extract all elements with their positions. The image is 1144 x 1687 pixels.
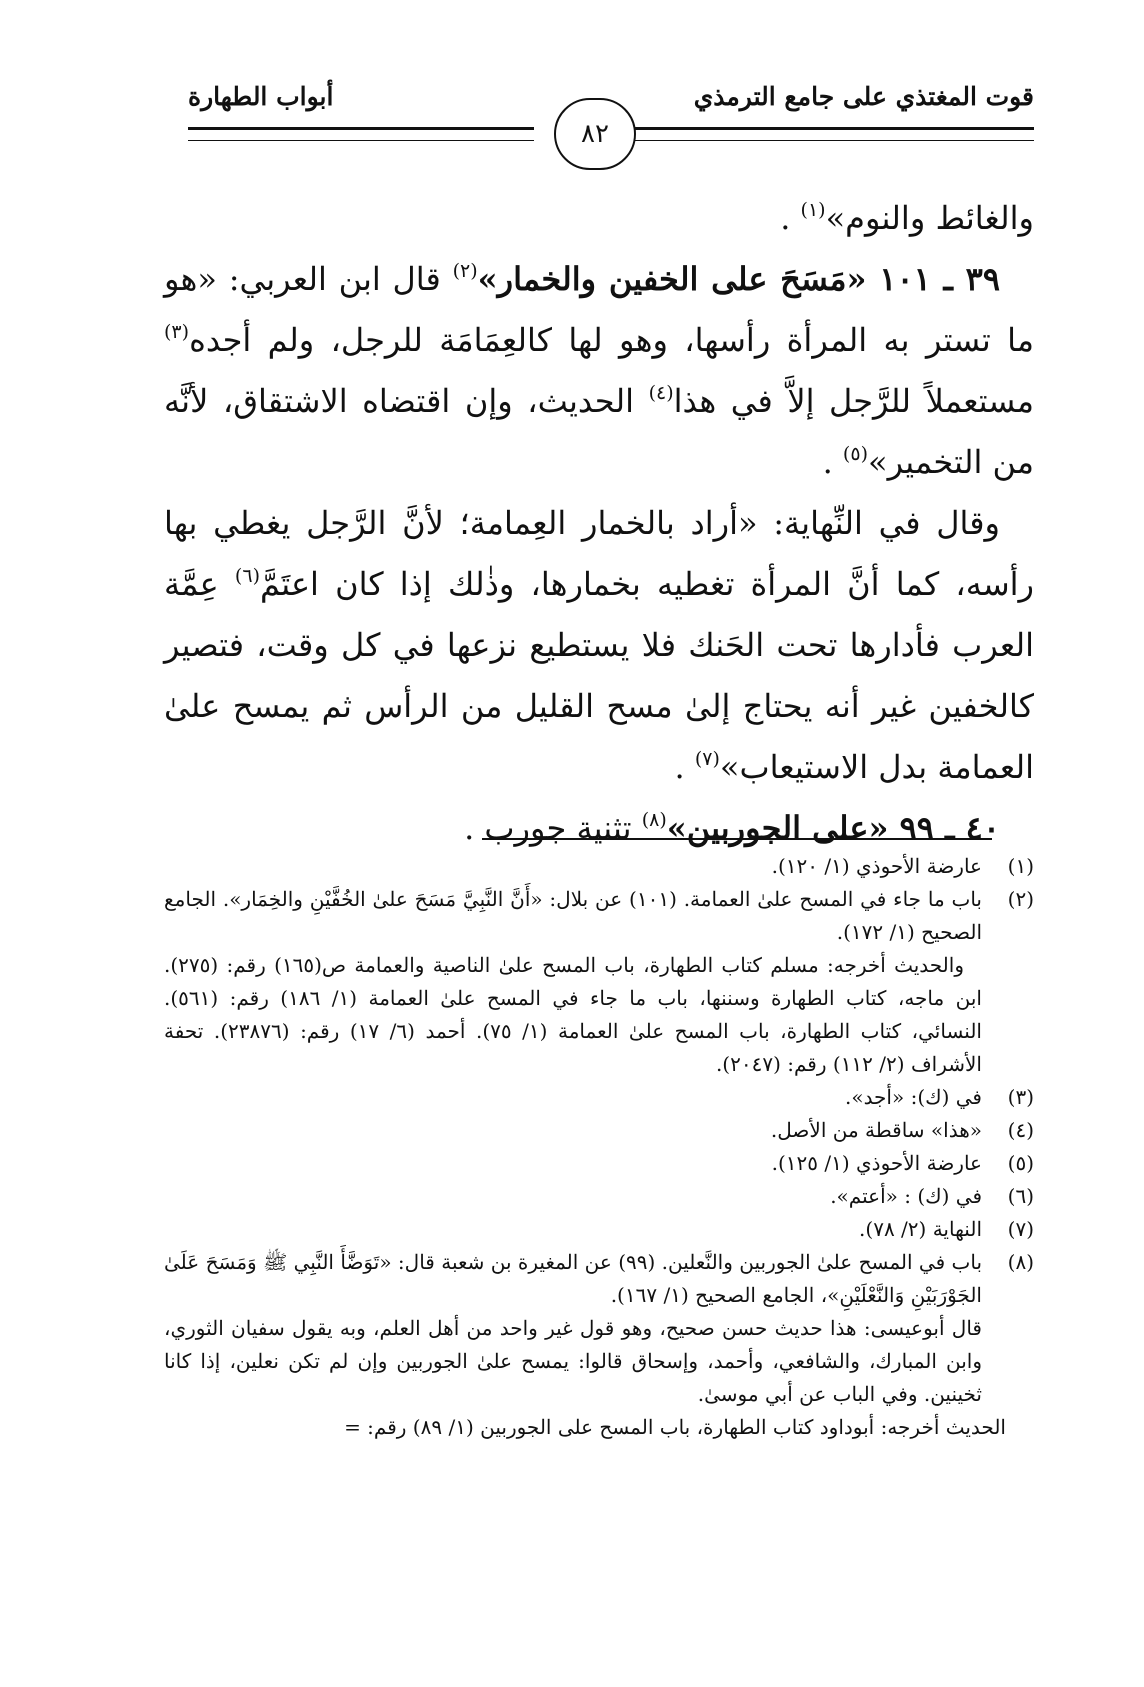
footnote-1 xyxy=(164,850,1034,883)
footnote-ref: (٢) xyxy=(452,260,478,282)
footnote-continuation: الحديث أخرجه: أبوداود كتاب الطهارة، باب المسح على الجوربين (١/ ٨٩) رقم: = xyxy=(344,1415,1006,1439)
footnote-ref: (٣) xyxy=(164,321,190,343)
footnote-text: «هذا» ساقطة من الأصل. xyxy=(770,1118,982,1142)
footnote-number: (٤) xyxy=(1007,1118,1034,1142)
footnote-text: عارضة الأحوذي (١/ ١٢٥). xyxy=(771,1151,982,1175)
page-number-badge xyxy=(554,98,636,170)
footnote-number: (٦) xyxy=(1007,1184,1034,1208)
footnote-ref: (١) xyxy=(800,199,826,221)
paragraph-text: . xyxy=(674,748,695,786)
footnote-text: باب في المسح علىٰ الجوربين والنَّعلين. (٩٩) عن المغيرة بن شعبة قال: «تَوَضَّأَ النَّبِي ﷺ وَمَسَحَ عَلَىٰ الجَوْرَبَيْنِ وَالنَّعْلَيْنِ»، الجامع الصحيح (١/ ١٦٧). xyxy=(164,1250,983,1307)
footnote-ref: (٧) xyxy=(694,748,720,770)
hadith-quote: «على الجوربين» xyxy=(666,809,889,847)
paragraph-text: والغائط والنوم» xyxy=(825,199,1034,237)
footnote-extra-text: والحديث أخرجه: مسلم كتاب الطهارة، باب المسح علىٰ الناصية والعمامة ص(١٦٥) رقم: (٢٧٥). ابن ماجه، كتاب الطهارة وسننها، باب ما جاء في المسح علىٰ العمامة (١/ ١٨٦) رقم: (٥٦١). النسائي، كتاب الطهارة، باب المسح علىٰ العمامة (١/ ٧٥). أحمد (٦/ ١٧) رقم: (٢٣٨٧٦). تحفة الأشراف (٢/ ١١٢) رقم: (٢٠٤٧). xyxy=(164,953,982,1076)
footnote-number: (١) xyxy=(1007,854,1034,878)
paragraph-text: الحديث، وإن اقتضاه الاشتقاق، لأنَّه من التخمير» xyxy=(164,382,1034,481)
footnote-ref: (٤) xyxy=(648,382,674,404)
footnote-text: باب ما جاء في المسح علىٰ العمامة. (١٠١) عن بلال: «أَنَّ النَّبِيَّ مَسَحَ علىٰ الخُفَّيْنِ والخِمَار». الجامع الصحيح (١/ ١٧٢). xyxy=(164,887,982,944)
footnote-text: في (ك): «أجد». xyxy=(844,1085,982,1109)
footnote-number: (٧) xyxy=(1007,1217,1034,1241)
footnote-ref: (٨) xyxy=(641,809,667,831)
hadith-quote: «مَسَحَ على الخفين والخمار» xyxy=(477,260,867,298)
footnote-ref: (٦) xyxy=(234,565,260,587)
footnote-8 xyxy=(164,1246,1034,1411)
footnote-3 xyxy=(164,1081,1034,1114)
footnote-4 xyxy=(164,1114,1034,1147)
footnote-number: (٨) xyxy=(1007,1250,1034,1274)
running-header-chapter-title: أبواب الطهارة xyxy=(188,82,334,111)
footnote-number: (٢) xyxy=(1007,887,1034,911)
paragraph-text: تثنية جورب . xyxy=(464,809,642,847)
footnote-number: (٣) xyxy=(1007,1085,1034,1109)
footnote-number: (٥) xyxy=(1007,1151,1034,1175)
footnote-5 xyxy=(164,1147,1034,1180)
main-text xyxy=(164,188,1034,859)
footnote-extra-text: قال أبوعيسى: هذا حديث حسن صحيح، وهو قول غير واحد من أهل العلم، وبه يقول سفيان الثوري، وابن المبارك، والشافعي، وأحمد، وإسحاق قالوا: يمسح علىٰ الجوربين وإن لم تكن نعلين، إذا كانا ثخينين. وفي الباب عن أبي موسىٰ. xyxy=(164,1316,982,1406)
header-rule-left xyxy=(188,127,534,141)
paragraph-text: . xyxy=(780,199,801,237)
hadith-number: ٣٩ ـ ١٠١ xyxy=(866,260,1001,298)
page-number: ٨٢ xyxy=(581,119,609,149)
footnote-text: النهاية (٢/ ٧٨). xyxy=(859,1217,982,1241)
footnote-text: في (ك) : «أعتم». xyxy=(830,1184,982,1208)
paragraph-2 xyxy=(164,249,1034,493)
paragraph-text: عِمَّة العرب فأدارها تحت الحَنك فلا يستطيع نزعها في كل وقت، فتصير كالخفين غير أنه يحتاج إلىٰ مسح القليل من الرأس ثم يمسح علىٰ العمامة بدل الاستيعاب» xyxy=(164,565,1035,786)
footnote-6 xyxy=(164,1180,1034,1213)
footnote-7 xyxy=(164,1213,1034,1246)
paragraph-text: مستعملاً للرَّجل إلاَّ في هذا xyxy=(673,382,1035,420)
running-header-book-title: قوت المغتذي على جامع الترمذي xyxy=(693,82,1034,111)
footnote-ref: (٥) xyxy=(842,443,868,465)
footnote-2 xyxy=(164,883,1034,1081)
paragraph-text: قال ابن العربي: «هو ما تستر به المرأة رأسها، وهو لها كالعِمَامَة للرجل، ولم أجده xyxy=(164,260,1035,359)
paragraph-3 xyxy=(164,493,1034,798)
footnote-text: عارضة الأحوذي (١/ ١٢٠). xyxy=(771,854,982,878)
paragraph-text: . xyxy=(822,443,843,481)
footnotes xyxy=(164,850,1034,1444)
header-rule-right xyxy=(634,127,1034,141)
footnote-separator xyxy=(482,838,992,840)
paragraph-text: وقال في النِّهاية: «أراد بالخمار العِمامة؛ لأنَّ الرَّجل يغطي بها رأسه، كما أنَّ المرأة تغطيه بخمارها، وذٰلك إذا كان اعتَمَّ xyxy=(164,504,1034,603)
hadith-number: ٤٠ ـ ٩٩ xyxy=(888,809,1000,847)
paragraph-1 xyxy=(164,188,1034,249)
